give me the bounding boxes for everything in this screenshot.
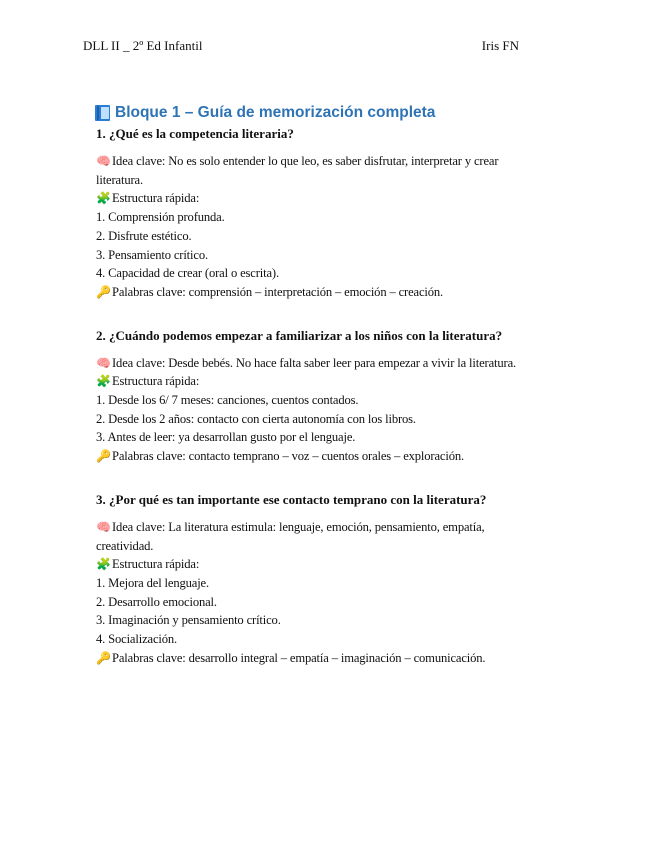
idea-line xyxy=(96,354,558,373)
section-2 xyxy=(98,327,558,466)
block-title-text: Bloque 1 – Guía de memorización completa xyxy=(115,104,436,121)
list-item: 3. Imaginación y pensamiento crítico. xyxy=(96,613,281,628)
list-item: 4. Socialización. xyxy=(96,632,178,647)
brain-icon: 🧠 xyxy=(96,519,111,534)
idea-text: Idea clave: No es solo entender lo que leo, es saber disfrutar, interpretar y crear xyxy=(112,154,499,168)
header-author: Iris FN xyxy=(481,38,519,53)
keywords-text: Palabras clave: comprensión – interpretación – emoción – creación. xyxy=(112,284,444,299)
keywords-line xyxy=(96,283,558,302)
structure-label: Estructura rápida: xyxy=(112,191,200,206)
structure-line xyxy=(96,189,558,208)
question-2: 2. ¿Cuándo podemos empezar a familiarizar a los niños con la literatura? xyxy=(96,327,503,343)
key-icon: 🔑 xyxy=(96,284,111,299)
keywords-line xyxy=(96,649,558,668)
book-icon xyxy=(95,105,110,121)
puzzle-icon: 🧩 xyxy=(96,374,111,389)
structure-label: Estructura rápida: xyxy=(112,374,200,389)
list-item: 3. Pensamiento crítico. xyxy=(96,247,208,262)
structure-line xyxy=(96,372,558,391)
keywords-text: Palabras clave: contacto temprano – voz – cuentos orales – exploración. xyxy=(112,449,464,464)
structure-line xyxy=(96,555,558,574)
list-item: 1. Comprensión profunda. xyxy=(96,210,225,225)
key-icon: 🔑 xyxy=(96,650,111,665)
section-3 xyxy=(98,491,558,668)
document-body xyxy=(98,103,558,692)
list-item: 2. Disfrute estético. xyxy=(96,228,192,243)
block-title xyxy=(95,103,558,123)
question-3: 3. ¿Por qué es tan importante ese contacto temprano con la literatura? xyxy=(96,491,487,507)
list-item: 1. Desde los 6/ 7 meses: canciones, cuentos contados. xyxy=(96,393,359,408)
page-header xyxy=(83,38,519,54)
puzzle-icon: 🧩 xyxy=(96,191,111,206)
brain-icon: 🧠 xyxy=(96,154,111,168)
structure-label: Estructura rápida: xyxy=(112,557,200,572)
idea-line xyxy=(96,518,558,537)
idea-continuation: creatividad. xyxy=(96,538,154,553)
brain-icon: 🧠 xyxy=(96,355,111,370)
header-course: DLL II _ 2º Ed Infantil xyxy=(83,38,203,53)
section-1 xyxy=(98,125,558,302)
key-icon: 🔑 xyxy=(96,449,111,464)
idea-line xyxy=(96,152,558,171)
question-1: 1. ¿Qué es la competencia literaria? xyxy=(96,126,294,141)
keywords-text: Palabras clave: desarrollo integral – empatía – imaginación – comunicación. xyxy=(112,650,486,665)
list-item: 1. Mejora del lenguaje. xyxy=(96,575,209,590)
list-item: 2. Desarrollo emocional. xyxy=(96,594,217,609)
list-item: 3. Antes de leer: ya desarrollan gusto por el lenguaje. xyxy=(96,430,356,445)
idea-text: Idea clave: Desde bebés. No hace falta saber leer para empezar a vivir la literatura. xyxy=(112,355,517,370)
puzzle-icon: 🧩 xyxy=(96,557,111,572)
keywords-line xyxy=(96,447,558,466)
list-item: 4. Capacidad de crear (oral o escrita). xyxy=(96,266,279,281)
list-item: 2. Desde los 2 años: contacto con cierta autonomía con los libros. xyxy=(96,411,416,426)
idea-continuation: literatura. xyxy=(96,172,143,187)
idea-text: Idea clave: La literatura estimula: lenguaje, emoción, pensamiento, empatía, xyxy=(112,519,485,534)
